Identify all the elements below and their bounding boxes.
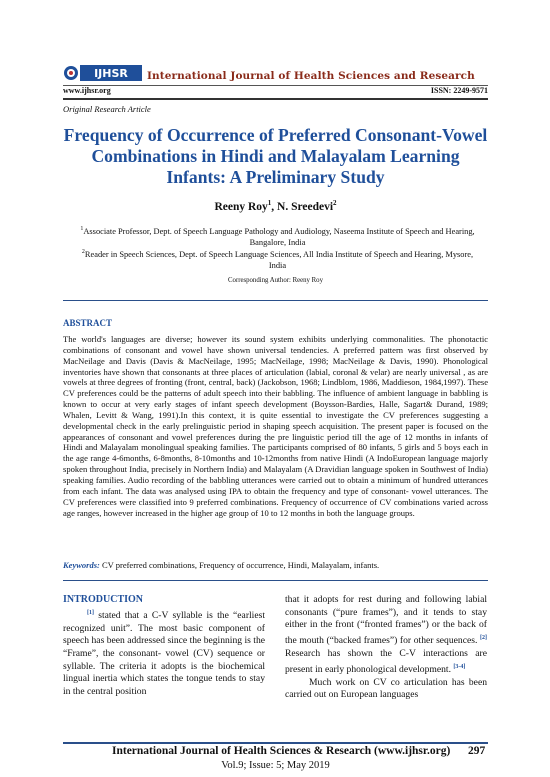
footer-journal: International Journal of Health Sciences & Research (www.ijhsr.org)	[112, 745, 451, 757]
citation-ref[interactable]: [3-4]	[453, 663, 466, 670]
keywords	[63, 560, 488, 570]
author-line: Reeny Roy$^1$, N. Sreedevi$^2$	[214, 199, 337, 213]
affiliation-text: Associate Professor, Dept. of Speech Language Pathology and Audiology, Naseema Institute of Speech and Hearing, Bangalore, India	[83, 226, 475, 247]
journal-logo	[63, 62, 143, 84]
intro-column-right	[285, 594, 487, 702]
section-rule	[63, 580, 488, 581]
intro-text-right: that it adopts for rest during and following labial consonants (“pure frames”), and it tends to stay either in the front (“fronted frames”) or the back of the mouth (“backed frames”) for other sequences.	[285, 594, 487, 647]
affiliation-mark: 1	[80, 226, 84, 232]
intro-text-right: Much work on CV co articulation has been carried out on European languages	[285, 676, 487, 701]
intro-heading: INTRODUCTION	[63, 594, 144, 605]
author-name: Reeny Roy	[214, 200, 268, 213]
author-name: N. Sreedevi	[277, 200, 334, 213]
affiliation-1	[80, 224, 475, 248]
logo-text: IJHSR	[94, 67, 128, 80]
header-rule-top	[63, 85, 488, 86]
section-rule	[63, 300, 488, 301]
footer-rule	[63, 742, 488, 744]
citation-ref[interactable]: [1]	[87, 609, 94, 616]
keywords-label: Keywords:	[63, 560, 100, 570]
citation-ref[interactable]: [2]	[480, 635, 487, 642]
intro-column-left	[63, 594, 265, 699]
journal-issn: ISSN: 2249-9571	[430, 86, 488, 95]
keywords-text: CV preferred combinations, Frequency of occurrence, Hindi, Malayalam, infants.	[101, 560, 380, 570]
intro-text-left: stated that a C-V syllable is the “earliest recognized unit”. The most basic component of speech has been addressed since the beginning is the “Frame”, the consonant- vowel (CV) sequence or syllable. The criteria it adopts is the biochemical lingual inertia which states the tongue tends to stay in the central position	[63, 609, 265, 698]
abstract-body: The world's languages are diverse; however its sound system exhibits underlying commonalities. The phonotactic combinations of consonant and vowel have shown universal tendencies. A preferred pattern was first observed by MacNeilage and Davis (Davis & MacNeilage, 1995; MacNeilage, 1998; MacNeilage & Davis, 1990). Phonological inventories have shown that consonants at three places of articulation (labial, coronal & velar) are nearly universal , as are vowels at three degrees of fronting (front, central, back) (Jackobson, 1968; Lindblom, 1986, Maddieson, 1984,1997). These CV preferences could be the patterns of adult speech into their babbling. The influence of ambient language in babbling is known to occur at very early stages of infant speech development (Boysson-Bardies, Halle, Sagart& Durand, 1989; Whalen, Levitt & Wang, 1991).In this context, it is quite essential to investigate the CV preferences suggesting a developmental check in the early prelinguistic period in shaping speech acquisition. The present paper is focused on the appearances of consonant and vowel preferences during the pre linguistic period till the age of 12 months in infants of Hindi and Malayalam monolingual speaking families. The participants comprised of 80 infants, 5 girls and 5 boys each in the age range 4-6months, 6-8months, 8-10months and 10-12months from native Hindi (A IndoEuropean language majorly spoken throughout India, precisely in Northern India) and Malayalam (A Dravidian language spoken in Southwest of India) speaking families. Audio recording of the babbling utterances were carried out to obtain a minimum of hundred utterances from each infant. The data was analysed using IPA to obtain the frequency and type of consonant- vowel utterances. The CV preferences were classified into 9 preferred combinations. Frequency of occurrence of CV combinations varied across age ranges, however increased in the higher age group of 10 to 12 months in both the language groups.	[63, 334, 488, 518]
journal-name: International Journal of Health Sciences and Research	[147, 70, 475, 82]
article-type: Original Research Article	[63, 104, 151, 114]
journal-website[interactable]: www.ijhsr.org	[63, 86, 111, 95]
abstract-heading: ABSTRACT	[63, 318, 113, 328]
affiliation-2	[80, 247, 475, 271]
paper-title: Frequency of Occurrence of Preferred Consonant-Vowel Combinations in Hindi and Malayalam Learning Infants: A Preliminary Study	[63, 125, 488, 187]
intro-text-right: Research has shown the C-V interactions are present in early phonological development.	[285, 648, 487, 675]
affiliation-text: Reader in Speech Sciences, Dept. of Speech Language Sciences, All India Institute of Speech and Hearing, Mysore, India	[84, 249, 474, 270]
corresponding-author: Corresponding Author: Reeny Roy	[228, 277, 323, 284]
journal-header	[63, 62, 488, 84]
affiliation-mark: 1	[267, 199, 272, 207]
affiliation-mark: 2	[81, 249, 85, 255]
header-rule-bottom	[63, 98, 488, 100]
affiliation-mark: 2	[333, 199, 337, 207]
page-number: 297	[468, 745, 486, 757]
footer-volume: Vol.9; Issue: 5; May 2019	[221, 760, 330, 771]
